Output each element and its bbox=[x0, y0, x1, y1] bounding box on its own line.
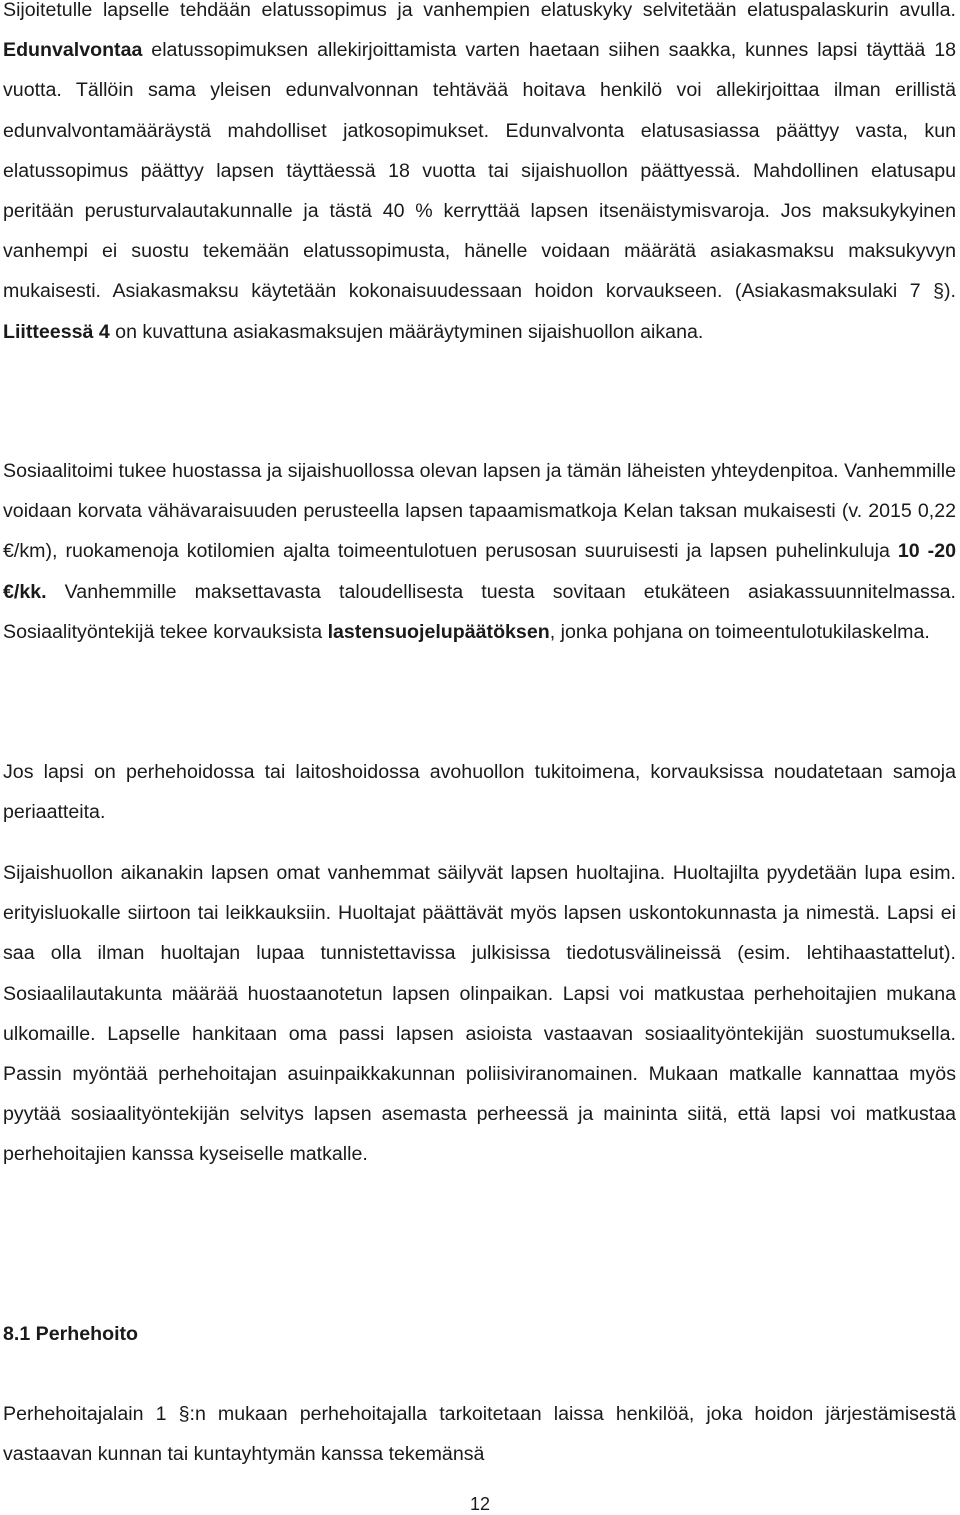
paragraph-guardianship bbox=[3, 853, 956, 1175]
section-heading-perhehoito: 8.1 Perhehoito bbox=[3, 1323, 139, 1345]
text-run: Sijaishuollon aikanakin lapsen omat vanhemmat säilyvät lapsen huoltajina. Huoltajilta pyydetään lupa esim. erityisluokalle siirtoon tai leikkauksiin. Huoltajat päättävät myös lapsen uskontokunnasta ja nimestä. Lapsi ei saa olla ilman huoltajan lupaa tunnistettavissa julkisissa tiedotusvälineissä (esim. lehtihaastattelut). Sosiaalilautakunta määrää huostaanotetun lapsen olinpaikan. Lapsi voi matkustaa perhehoitajien mukana ulkomaille. Lapselle hankitaan oma passi lapsen asioista vastaavan sosiaalityöntekijän suostumuksella. Passin myöntää perhehoitajan asuinpaikkakunnan poliisiviranomainen. Mukaan matkalle kannattaa myös pyytää sosiaalityöntekijän selvitys lapsen asemasta perheessä ja maininta siitä, että lapsi voi matkustaa perhehoitajien kanssa kyseiselle matkalle. bbox=[3, 862, 956, 1166]
paragraph-open-care bbox=[3, 752, 956, 832]
text-run: € bbox=[3, 540, 14, 563]
text-run: ). bbox=[944, 280, 956, 303]
text-run: § bbox=[933, 280, 945, 303]
page-number: 12 bbox=[469, 1494, 491, 1514]
paragraph-contact-support bbox=[3, 451, 956, 652]
text-run: /km), ruokamenoja kotilomien ajalta toimeentulotuen perusosan suuruisesti ja lapsen puhelinkuluja bbox=[13, 540, 898, 563]
text-run: Vanhemmille maksettavasta taloudellisesta tuesta sovitaan etukäteen asiakassuunnitelmassa. Sosiaalityöntekijä tekee korvauksista bbox=[3, 580, 956, 643]
text-run: on kuvattuna asiakasmaksujen määräytyminen sijaishuollon aikana. bbox=[109, 320, 704, 343]
text-run: § bbox=[178, 1403, 190, 1425]
bold-text-run: /kk. bbox=[13, 580, 47, 603]
paragraph-family-care-law bbox=[3, 1394, 956, 1474]
paragraph-child-support bbox=[3, 0, 956, 352]
text-run: Jos lapsi on perhehoidossa tai laitoshoidossa avohuollon tukitoimena, korvauksissa noudatetaan samoja periaatteita. bbox=[3, 761, 956, 824]
text-run: Sosiaalitoimi tukee huostassa ja sijaishuollossa olevan lapsen ja tämän läheisten yhteydenpitoa. Vanhemmille voidaan korvata vähävaraisuuden perusteella lapsen tapaamismatkoja Kelan taksan mukaisesti (v. 2015 0,22 bbox=[3, 460, 956, 523]
bold-text-run: Liitteessä 4 bbox=[3, 320, 110, 343]
bold-text-run: € bbox=[3, 580, 14, 603]
bold-text-run: Edunvalvontaa bbox=[3, 39, 143, 62]
bold-text-run: 10 -20 bbox=[897, 540, 957, 563]
bold-text-run: lastensuojelupäätöksen bbox=[327, 620, 550, 643]
text-run: , jonka pohjana on toimeentulotukilaskelma. bbox=[549, 620, 930, 643]
text-run: elatussopimuksen allekirjoittamista varten haetaan siihen saakka, kunnes lapsi täyttää 18 vuotta. Tällöin sama yleisen edunvalvonnan tehtävää hoitava henkilö voi allekirjoittaa ilman erillistä edunvalvontamääräystä mahdolliset jatkosopimukset. Edunvalvonta elatusasiassa päättyy vasta, kun elatussopimus päättyy lapsen täyttäessä 18 vuotta tai sijaishuollon päättyessä. Mahdollinen elatusapu peritään perusturvalautakunnalle ja tästä 40 % kerryttää lapsen itsenäistymisvaroja. Jos maksukykyinen vanhempi ei suostu tekemään elatussopimusta, hänelle voidaan määrätä asiakasmaksu maksukyvyn mukaisesti. Asiakasmaksu käytetään kokonaisuudessaan hoidon korvaukseen. (Asiakasmaksulaki 7 bbox=[3, 39, 956, 303]
text-run: :n mukaan perhehoitajalla tarkoitetaan laissa henkilöä, joka hoidon järjestämisestä vastaavan kunnan tai kuntayhtymän kanssa tekemänsä bbox=[3, 1403, 957, 1466]
text-run: Perhehoitajalain 1 bbox=[3, 1403, 179, 1425]
text-run: Sijoitetulle lapselle tehdään elatussopimus ja vanhempien elatuskyky selvitetään elatuspalaskurin avulla. bbox=[3, 0, 956, 21]
